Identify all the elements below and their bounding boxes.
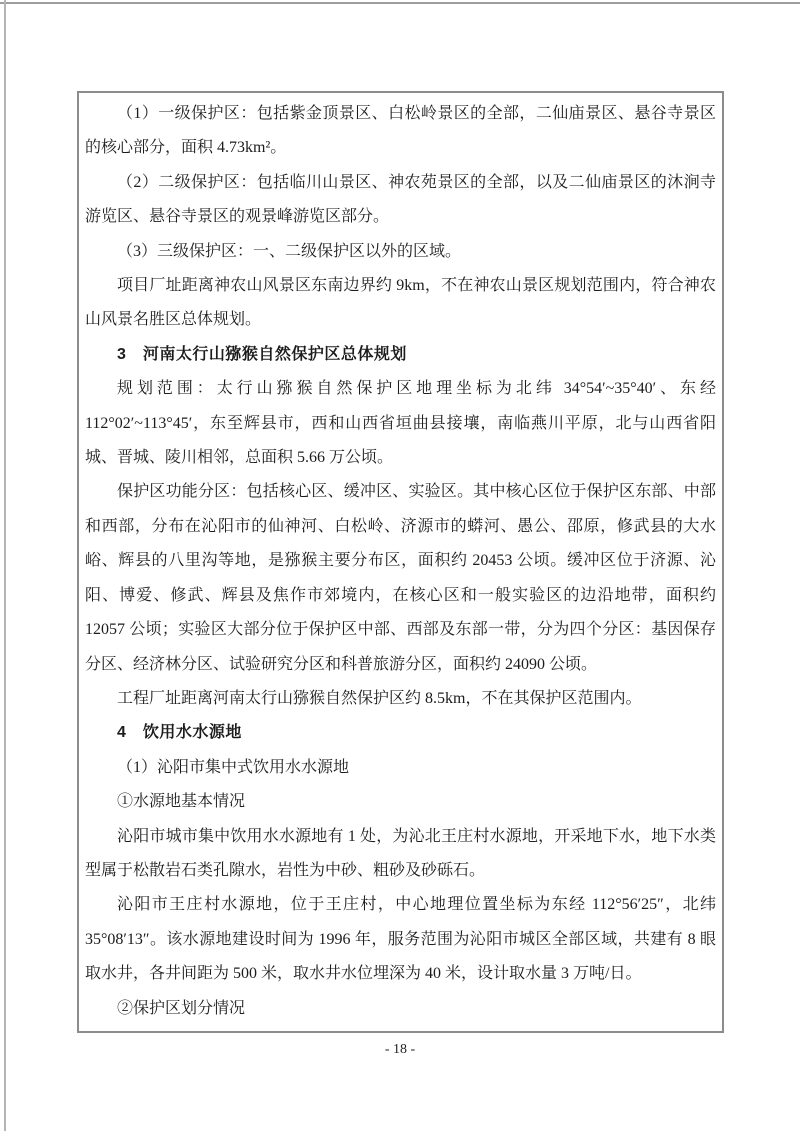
document-body — [85, 97, 716, 1026]
section-heading: 3 河南太行山猕猴自然保护区总体规划 — [117, 345, 407, 363]
paragraph: 规划范围：太行山猕猴自然保护区地理坐标为北纬 34°54′~35°40′、东经 112°02′~113°45′，东至辉县市，西和山西省垣曲县接壤，南临燕川平原，北与山西省阳城、晋城、陵川相邻，总面积 5.66 万公顷。 — [85, 380, 716, 467]
paragraph: （2）二级保护区：包括临川山景区、神农苑景区的全部，以及二仙庙景区的沐涧寺游览区、悬谷寺景区的观景峰游览区部分。 — [85, 173, 716, 226]
paragraph: 沁阳市王庄村水源地，位于王庄村，中心地理位置坐标为东经 112°56′25″，北纬 35°08′13″。该水源地建设时间为 1996 年，服务范围为沁阳市城区全部区域，共建有 8 眼取水井，各井间距为 500 米，取水井水位埋深为 40 米，设计取水量 3 万吨/日。 — [85, 896, 716, 983]
page-left-edge-line — [4, 0, 6, 1131]
paragraph: ②保护区划分情况 — [117, 999, 246, 1017]
paragraph: 工程厂址距离河南太行山猕猴自然保护区约 8.5km，不在其保护区范围内。 — [117, 689, 642, 707]
paragraph: 沁阳市城市集中饮用水水源地有 1 处，为沁北王庄村水源地，开采地下水，地下水类型属于松散岩石类孔隙水，岩性为中砂、粗砂及砂砾石。 — [85, 827, 716, 879]
paragraph: （3）三级保护区：一、二级保护区以外的区域。 — [117, 242, 462, 260]
page-top-edge-line — [0, 2, 800, 4]
paragraph: （1）沁阳市集中式饮用水水源地 — [117, 758, 350, 776]
paragraph: ①水源地基本情况 — [117, 793, 246, 811]
paragraph: （1）一级保护区：包括紫金顶景区、白松岭景区的全部，二仙庙景区、悬谷寺景区的核心部分，面积 4.73km²。 — [85, 105, 716, 157]
section-heading: 4 饮用水水源地 — [117, 724, 242, 742]
content-border-frame — [77, 91, 724, 1033]
page-number: - 18 - — [384, 1042, 416, 1057]
paragraph: 项目厂址距离神农山风景区东南边界约 9km，不在神农山景区规划范围内，符合神农山风景名胜区总体规划。 — [85, 277, 716, 329]
paragraph: 保护区功能分区：包括核心区、缓冲区、实验区。其中核心区位于保护区东部、中部和西部，分布在沁阳市的仙神河、白松岭、济源市的蟒河、愚公、邵原，修武县的大水峪、辉县的八里沟等地，是猕猴主要分布区，面积约 20453 公顷。缓冲区位于济源、沁阳、博爱、修武、辉县及焦作市郊境内，在核心区和一般实验区的边沿地带，面积约 12057 公顷；实验区大部分位于保护区中部、西部及东部一带，分为四个分区：基因保存分区、经济林分区、试验研究分区和科普旅游分区，面积约 24090 公顷。 — [85, 483, 716, 673]
